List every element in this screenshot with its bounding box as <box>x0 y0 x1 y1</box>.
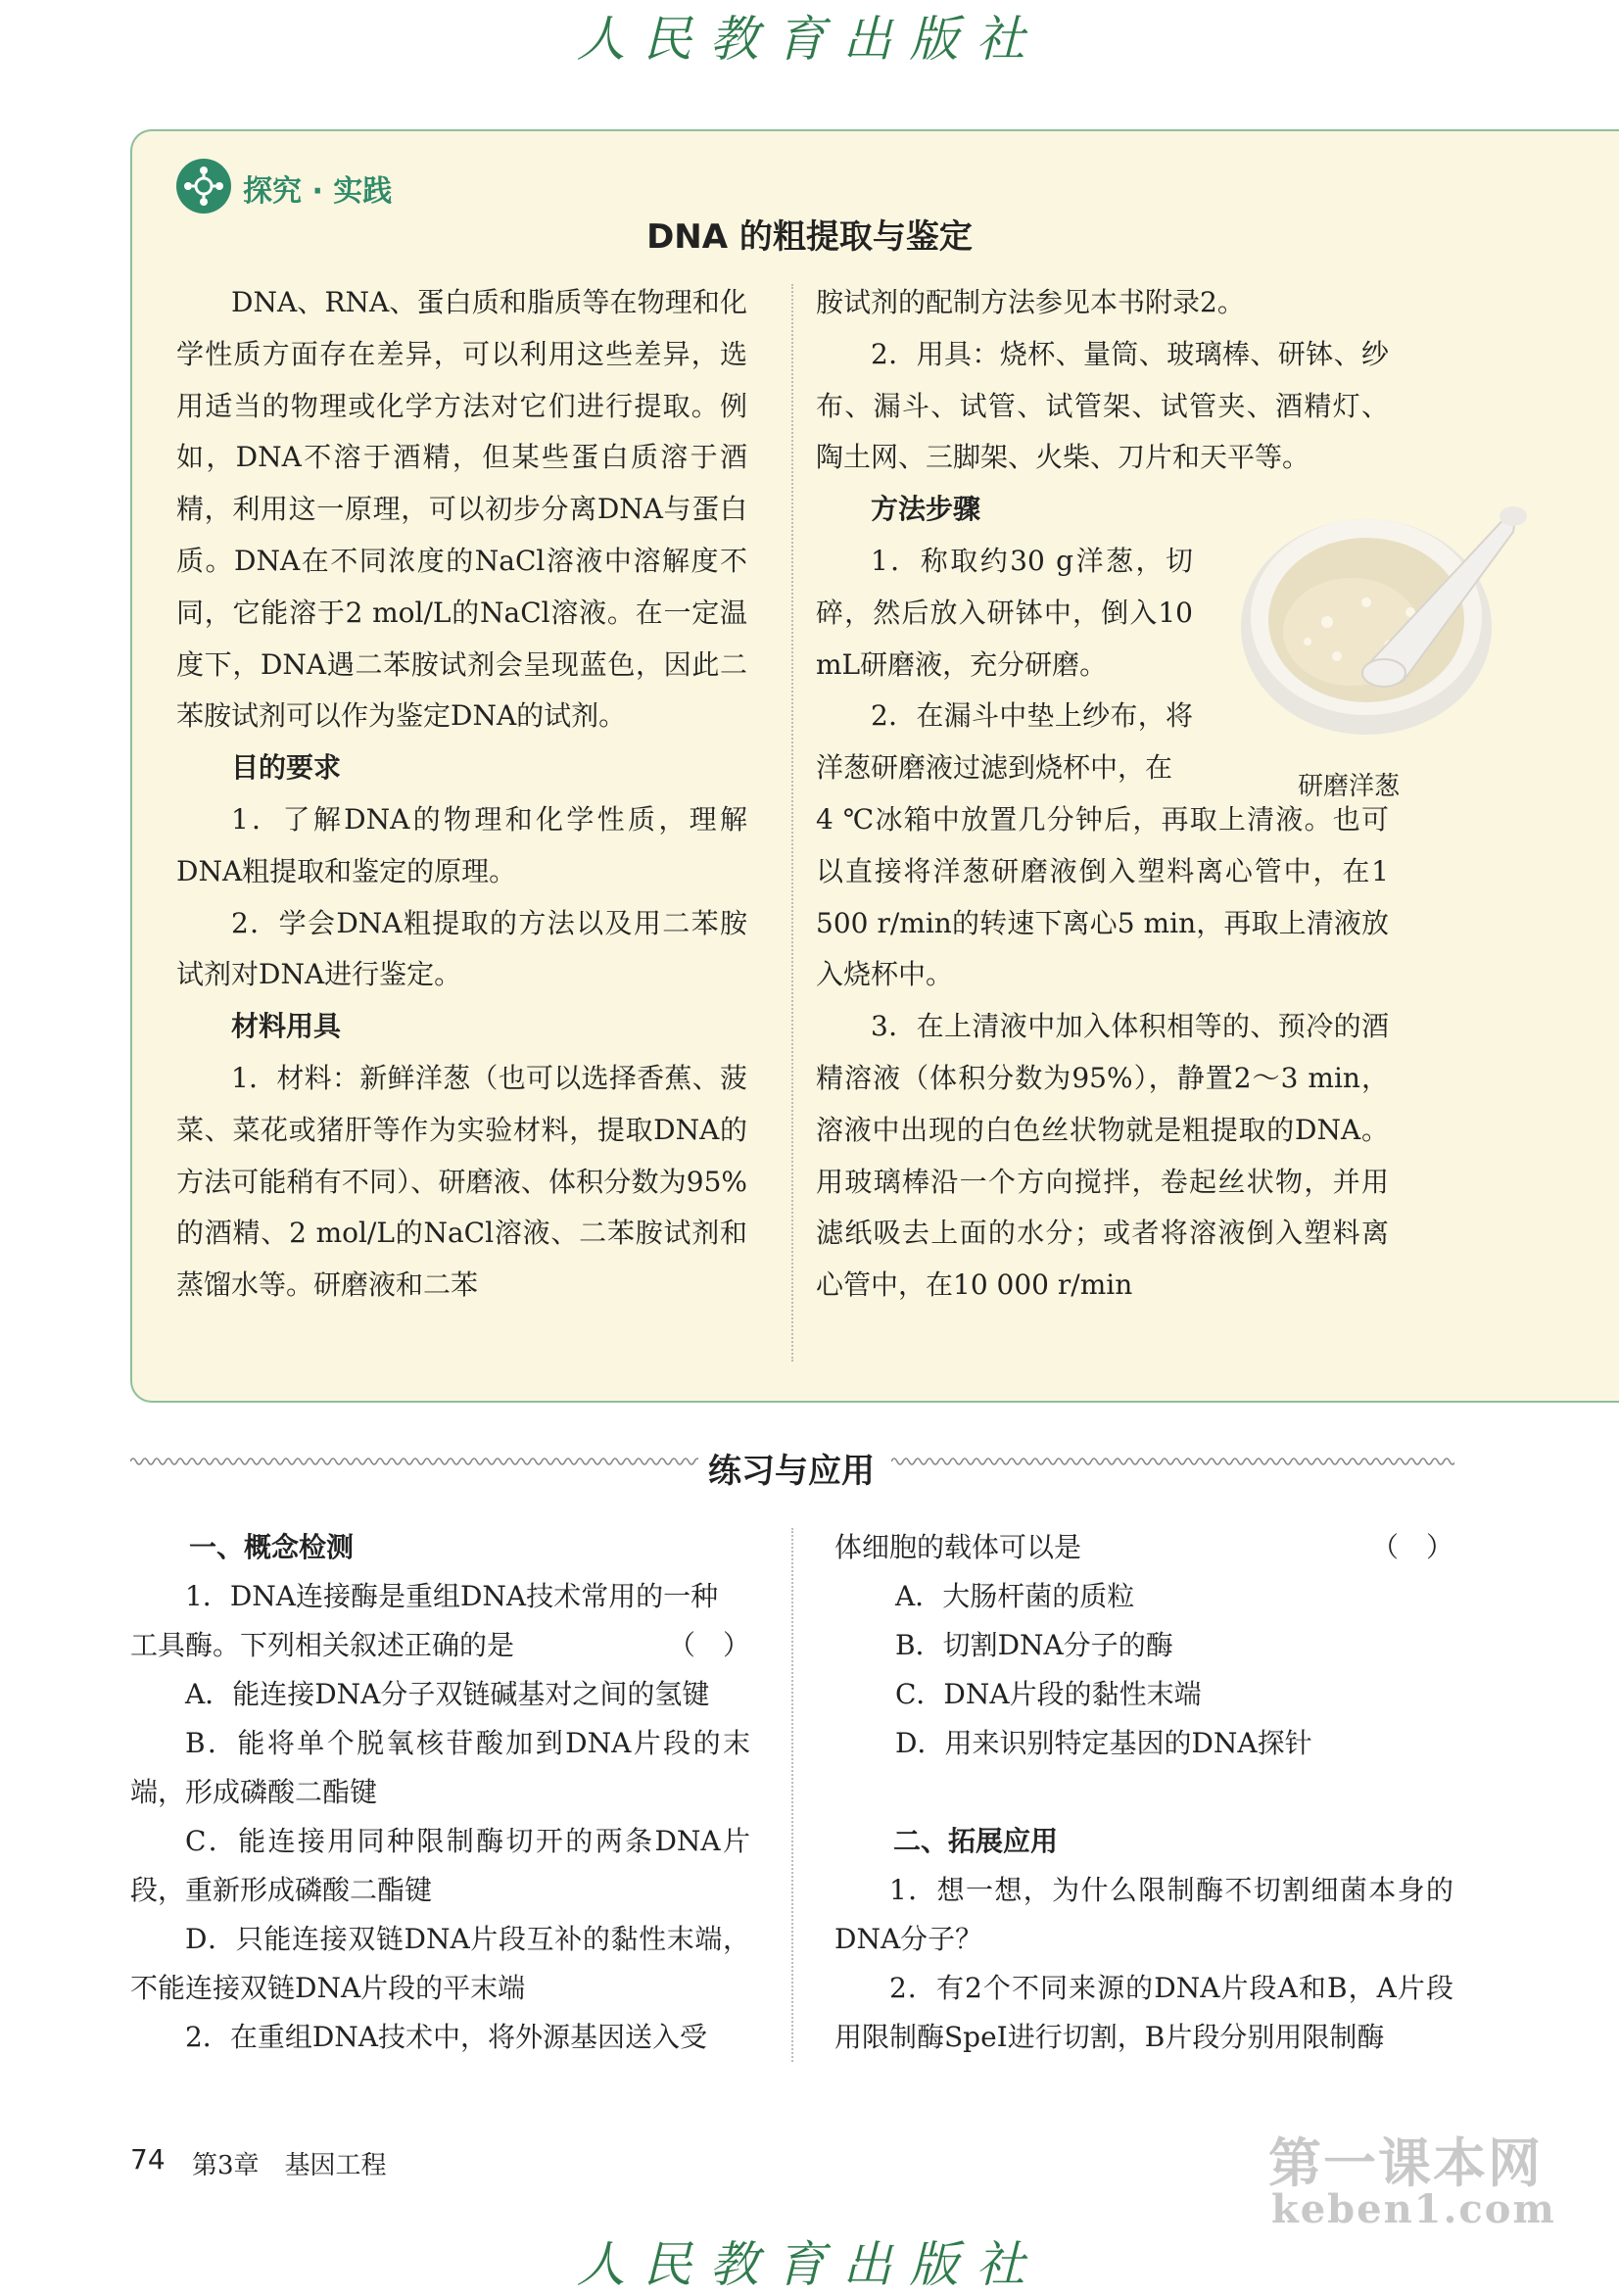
paragraph-text: 4 ℃冰箱中放置几分钟后，再取上清液。也可以直接将洋葱研磨液倒入塑料离心管中，在1 500 r/min的转速下离心5 min，再取上清液放入烧杯中。 <box>816 802 1389 991</box>
paragraph <box>816 691 1193 794</box>
practice-label: 探究 · 实践 <box>243 174 393 209</box>
paragraph-text: 2．有2个不同来源的DNA片段A和B，A片段用限制酶SpeⅠ进行切割，B片段分别用限制酶 <box>834 1972 1453 2053</box>
paragraph-text: D．只能连接双链DNA片段互补的黏性末端，不能连接双链DNA片段的平末端 <box>130 1923 750 2004</box>
paragraph-text: 1．DNA连接酶是重组DNA技术常用的一种 <box>185 1580 719 1612</box>
paragraph-text: 目的要求 <box>231 751 342 785</box>
exercise-title: 练习与应用 <box>708 1452 875 1491</box>
paragraph <box>834 1768 1453 1817</box>
paragraph-text: C．能连接用同种限制酶切开的两条DNA片段，重新形成磷酸二酯键 <box>130 1825 750 1906</box>
exercise-right-column <box>834 1523 1453 2062</box>
publisher-logo-bottom: 人民教育出版社 <box>576 2236 1043 2293</box>
paragraph <box>130 1719 750 1817</box>
paragraph-text: 方法步骤 <box>871 493 981 526</box>
section-heading <box>176 742 747 794</box>
paragraph-text: 2．用具：烧杯、量筒、玻璃棒、研钵、纱布、漏斗、试管、试管架、试管夹、酒精灯、陶土网、三脚架、火柴、刀片和天平等。 <box>816 337 1389 474</box>
paragraph <box>176 277 747 742</box>
section-heading <box>176 1001 747 1053</box>
paragraph <box>834 1523 1453 1572</box>
exercise-column-divider <box>791 1528 793 2062</box>
paragraph-text: 1．材料：新鲜洋葱（也可以选择香蕉、菠菜、菜花或猪肝等作为实验材料，提取DNA的方法可能稍有不同）、研磨液、体积分数为95%的酒精、2 mol/L的NaCl溶液、二苯胺试剂和蒸馏水等。研磨液和二苯 <box>176 1061 747 1302</box>
paragraph <box>816 277 1389 329</box>
paragraph-text: A．能连接DNA分子双链碱基对之间的氢键 <box>185 1678 710 1710</box>
paragraph-text: 1．想一想，为什么限制酶不切割细菌本身的DNA分子？ <box>834 1874 1453 1955</box>
paragraph-text: A．大肠杆菌的质粒 <box>895 1580 1135 1612</box>
answer-parentheses: （ ） <box>1370 1531 1453 1563</box>
paragraph <box>176 1053 747 1312</box>
answer-parentheses: （ ） <box>667 1629 750 1661</box>
paragraph-text: 一、概念检测 <box>189 1531 355 1563</box>
paragraph-text: 2．在重组DNA技术中，将外源基因送入受 <box>185 2021 707 2053</box>
watermark-text: 第一课本网 <box>1268 2132 1543 2194</box>
practice-title: DNA 的粗提取与鉴定 <box>646 217 973 257</box>
paragraph <box>130 2013 750 2062</box>
paragraph <box>816 794 1389 1001</box>
paragraph <box>130 1817 750 1915</box>
paragraph-text: D．用来识别特定基因的DNA探针 <box>895 1727 1312 1759</box>
paragraph-text: 3．在上清液中加入体积相等的、预冷的酒精溶液（体积分数为95%），静置2～3 min，溶液中出现的白色丝状物就是粗提取的DNA。用玻璃棒沿一个方向搅拌，卷起丝状物，并用滤纸吸去上面的水分；或者将溶液倒入塑料离心管中，在10 000 r/min <box>816 1010 1389 1302</box>
paragraph-text: B．切割DNA分子的酶 <box>895 1629 1173 1661</box>
section-heading <box>834 1817 1453 1866</box>
paragraph-text: B．能将单个脱氧核苷酸加到DNA片段的末端，形成磷酸二酯键 <box>130 1727 750 1808</box>
paragraph <box>130 1572 750 1621</box>
paragraph <box>130 1621 750 1670</box>
section-wave-right <box>891 1450 1454 1473</box>
paragraph <box>834 1964 1453 2062</box>
figure-caption: 研磨洋葱 <box>1298 772 1401 801</box>
paragraph-text: 胺试剂的配制方法参见本书附录2。 <box>816 286 1245 318</box>
paragraph <box>176 794 747 898</box>
practice-left-column <box>176 277 747 1312</box>
section-heading <box>130 1523 750 1572</box>
column-divider <box>791 284 793 1362</box>
paragraph-text: 1．了解DNA的物理和化学性质，理解DNA粗提取和鉴定的原理。 <box>176 802 747 887</box>
practice-icon <box>176 159 231 214</box>
paragraph <box>130 1915 750 2013</box>
paragraph-text: 二、拓展应用 <box>893 1825 1059 1857</box>
paragraph <box>816 1001 1389 1312</box>
mortar-onion-image <box>1219 455 1533 779</box>
paragraph <box>834 1621 1453 1670</box>
paragraph-text: DNA、RNA、蛋白质和脂质等在物理和化学性质方面存在差异，可以利用这些差异，选用适当的物理或化学方法对它们进行提取。例如，DNA不溶于酒精，但某些蛋白质溶于酒精，利用这一原理，可以初步分离DNA与蛋白质。DNA在不同浓度的NaCl溶液中溶解度不同，它能溶于2 mol/L的NaCl溶液。在一定温度下，DNA遇二苯胺试剂会呈现蓝色，因此二苯胺试剂可以作为鉴定DNA的试剂。 <box>176 286 747 733</box>
paragraph-text: 1．称取约30 g洋葱，切碎，然后放入研钵中，倒入10 mL研磨液，充分研磨。 <box>816 544 1193 681</box>
paragraph-text: 材料用具 <box>231 1010 342 1043</box>
paragraph <box>834 1866 1453 1964</box>
chapter-label: 第3章 基因工程 <box>192 2151 387 2180</box>
watermark-url: keben1.com <box>1271 2186 1556 2232</box>
page-number: 74 <box>130 2143 166 2176</box>
paragraph <box>130 1670 750 1719</box>
paragraph-text: 2．在漏斗中垫上纱布，将洋葱研磨液过滤到烧杯中，在 <box>816 699 1193 785</box>
publisher-logo-top: 人民教育出版社 <box>576 11 1043 68</box>
paragraph <box>176 898 747 1002</box>
paragraph-text: C．DNA片段的黏性末端 <box>895 1678 1202 1710</box>
paragraph-text: 工具酶。下列相关叙述正确的是 <box>130 1629 515 1661</box>
paragraph <box>834 1719 1453 1768</box>
paragraph <box>834 1670 1453 1719</box>
paragraph-text: 2．学会DNA粗提取的方法以及用二苯胺试剂对DNA进行鉴定。 <box>176 906 747 991</box>
paragraph-text: 体细胞的载体可以是 <box>834 1531 1082 1563</box>
exercise-left-column <box>130 1523 750 2062</box>
paragraph <box>834 1572 1453 1621</box>
paragraph <box>816 536 1193 691</box>
